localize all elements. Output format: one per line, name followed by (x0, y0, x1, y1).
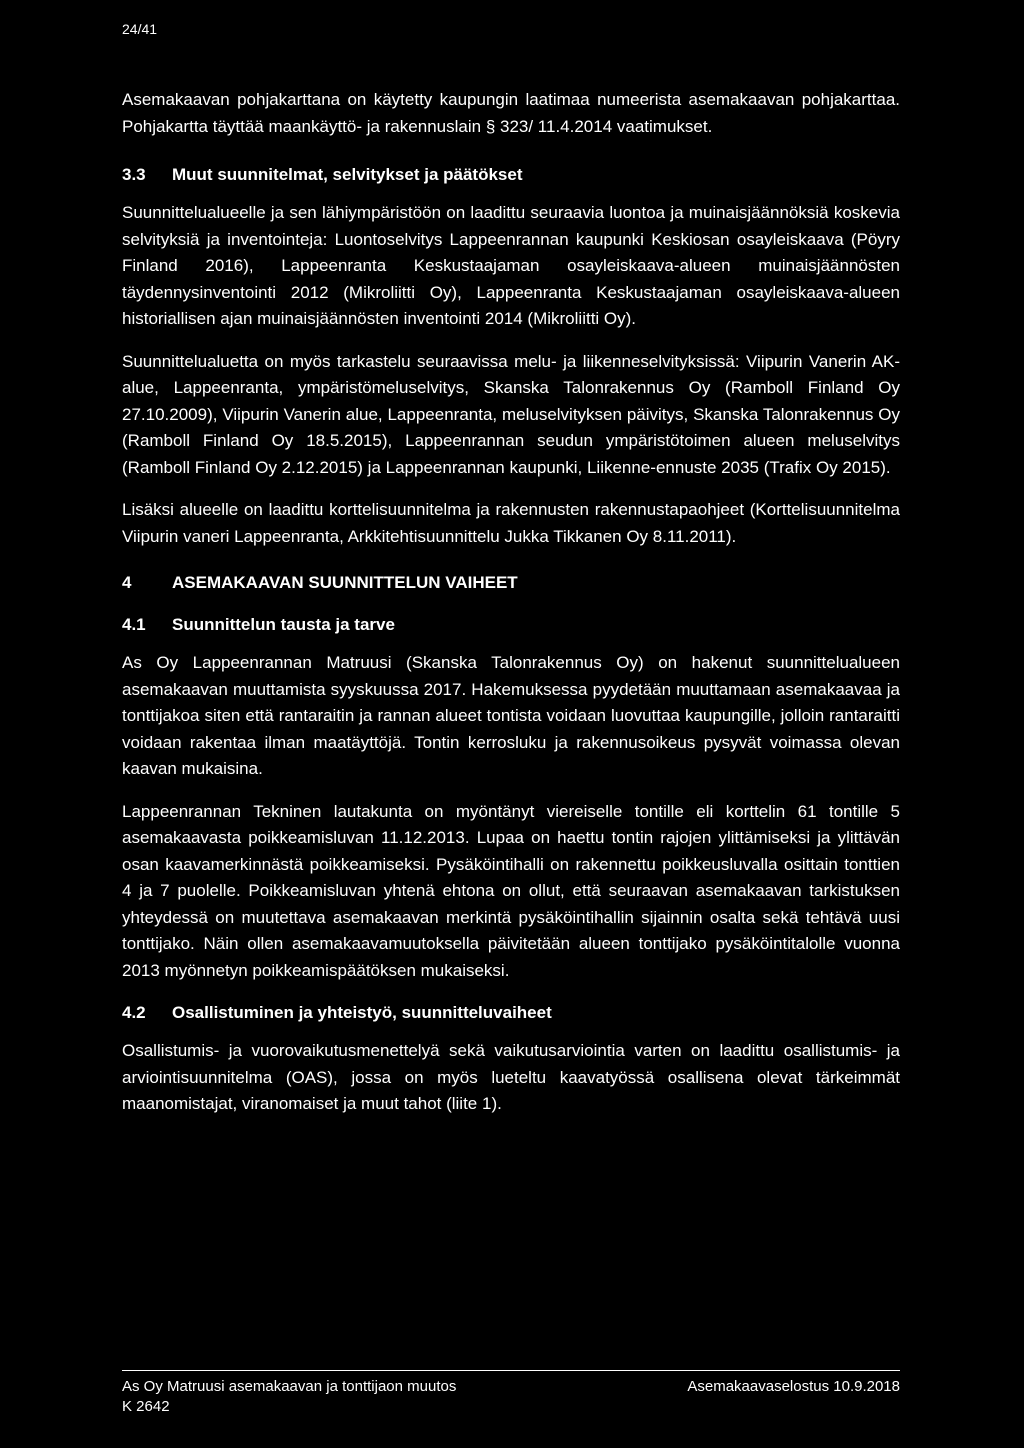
section-number: 4.1 (122, 615, 146, 634)
section-number: 4 (122, 573, 132, 592)
paragraph: Osallistumis- ja vuorovaikutusmenettelyä sekä vaikutusarviointia varten on laadittu osallistumis- ja arviointisuunnitelma (OAS), jossa on myös lueteltu kaavatyössä osallisena olevat tärkeimmät maanomistajat, viranomaiset ja muut tahot (liite 1). (122, 1041, 900, 1113)
document-body (122, 87, 900, 1134)
section-number: 3.3 (122, 165, 146, 184)
paragraph: Lisäksi alueelle on laadittu korttelisuunnitelma ja rakennusten rakennustapaohjeet (Korttelisuunnitelma Viipurin vaneri Lappeenranta, Arkkitehtisuunnittelu Jukka Tikkanen Oy 8.11.2011). (122, 500, 900, 546)
section-3-3-heading (122, 162, 900, 188)
footer-document-date: Asemakaavaselostus 10.9.2018 (687, 1378, 900, 1395)
section-4-2-heading (122, 1000, 900, 1026)
page-footer (122, 1370, 900, 1417)
section-title: Suunnittelun tausta ja tarve (172, 615, 395, 634)
section-4-heading (122, 570, 900, 596)
footer-divider (122, 1370, 900, 1371)
section-number: 4.2 (122, 1003, 146, 1022)
intro-paragraph: Asemakaavan pohjakarttana on käytetty kaupungin laatimaa numeerista asemakaavan pohjakarttaa. Pohjakartta täyttää maankäyttö- ja rakennuslain § 323/ 11.4.2014 vaatimukset. (122, 90, 900, 136)
paragraph: Lappeenrannan Tekninen lautakunta on myöntänyt viereiselle tontille eli korttelin 61 tontille 5 asemakaavasta poikkeamisluvan 11.12.2013. Lupaa on haettu tontin rajojen ylittämiseksi ja ylittävän osan kaavamerkinnästä poikkeamiseksi. Pysäköintihalli on rakennettu poikkeusluvalla osittain tonttien 4 ja 7 puolelle. Poikkeamisluvan yhtenä ehtona on ollut, että seuraavan asemakaavan tarkistuksen yhteydessä on muutettava asemakaavan merkintä pysäköintihallin sijainnin osalta sekä tehtävä uusi tonttijako. Näin ollen asemakaavamuutoksella päivitetään alueen tonttijako pysäköintitalolle vuonna 2013 myönnetyn poikkeamispäätöksen mukaiseksi. (122, 801, 900, 980)
footer-document-title: As Oy Matruusi asemakaavan ja tonttijaon muutos (122, 1378, 457, 1395)
paragraph: Suunnittelualuetta on myös tarkastelu seuraavissa melu- ja liikenneselvityksissä: Viipurin Vanerin AK-alue, Lappeenranta, ympäristömeluselvitys, Skanska Talonrakennus Oy (Ramboll Finland Oy 27.10.2009), Viipurin Vanerin alue, Lappeenranta, meluselvityksen päivitys, Skanska Talonrakennus Oy (Ramboll Finland Oy 18.5.2015), Lappeenrannan seudun ympäristötoimen alueen meluselvitys (Ramboll Finland Oy 2.12.2015) ja Lappeenrannan kaupunki, Liikenne-ennuste 2035 (Trafix Oy 2015). (122, 351, 900, 477)
section-title: Osallistuminen ja yhteistyö, suunnitteluvaiheet (172, 1003, 552, 1022)
section-title: ASEMAKAAVAN SUUNNITTELUN VAIHEET (172, 573, 518, 592)
footer-plan-code: K 2642 (122, 1398, 170, 1415)
section-4-1-heading (122, 612, 900, 638)
paragraph: As Oy Lappeenrannan Matruusi (Skanska Talonrakennus Oy) on hakenut suunnittelualueen asemakaavan muuttamista syyskuussa 2017. Hakemuksessa pyydetään muuttamaan asemakaavaa ja tonttijakoa siten että rantaraitin ja rannan alueet tontista voidaan luovuttaa kaupungille, jolloin rantaraitti voidaan rakentaa ilman maatäyttöjä. Tontin kerrosluku ja rakennusoikeus pysyvät voimassa olevan kaavan mukaisina. (122, 653, 900, 778)
paragraph: Suunnittelualueelle ja sen lähiympäristöön on laadittu seuraavia luontoa ja muinaisjäännöksiä koskevia selvityksiä ja inventointeja: Luontoselvitys Lappeenrannan kaupunki Keskiosan osayleiskaava (Pöyry Finland 2016), Lappeenranta Keskustaajaman osayleiskaava-alueen muinaisjäännösten täydennysinventointi 2012 (Mikroliitti Oy), Lappeenranta Keskustaajaman osayleiskaava-alueen historiallisen ajan muinaisjäännösten inventointi 2014 (Mikroliitti Oy). (122, 203, 900, 328)
page-number: 24/41 (122, 21, 158, 37)
section-title: Muut suunnitelmat, selvitykset ja päätökset (172, 165, 523, 184)
